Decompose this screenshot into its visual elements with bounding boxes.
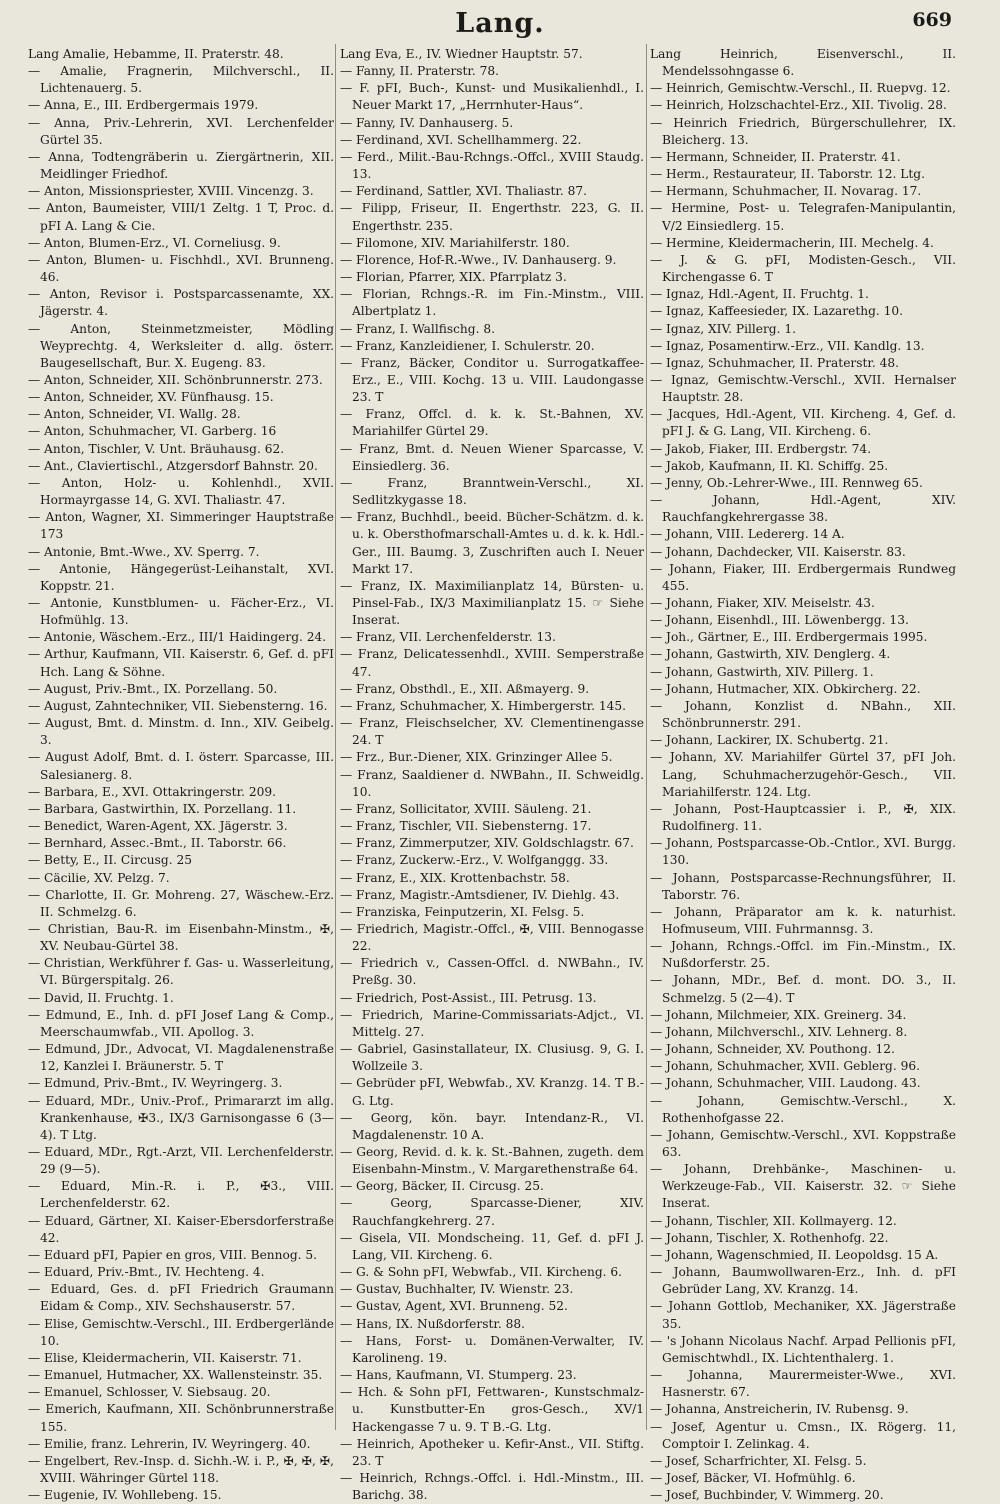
directory-entry: — Franz, IX. Maximilianplatz 14, Bürsten- u. Pinsel-Fab., IX/3 Maximilianplatz 15. ☞ Siehe Inserat. (340, 578, 644, 628)
directory-entry: — August, Bmt. d. Minstm. d. Inn., XIV. Geibelg. 3. (28, 716, 334, 748)
directory-entry: — Franz, Delicatessenhdl., XVIII. Semperstraße 47. (340, 647, 644, 679)
directory-entry: — Jakob, Kaufmann, II. Kl. Schiffg. 25. (650, 458, 889, 473)
directory-entry: — Eduard, Ges. d. pFI Friedrich Graumann Eidam & Comp., XIV. Sechshauserstr. 57. (28, 1282, 334, 1314)
directory-column-3 (650, 46, 956, 1503)
directory-entry: — Johann, Rchngs.-Offcl. im Fin.-Minstm., IX. Nußdorferstr. 25. (650, 939, 956, 971)
directory-entry: — Ignaz, Schuhmacher, II. Praterstr. 48. (650, 355, 900, 370)
directory-entry: — August, Priv.-Bmt., IX. Porzellang. 50. (28, 681, 278, 696)
directory-entry: — Antonie, Kunstblumen- u. Fächer-Erz., VI. Hofmühlg. 13. (28, 596, 334, 628)
directory-entry: — Gebrüder pFI, Webwfab., XV. Kranzg. 14. T B.-G. Ltg. (340, 1076, 644, 1108)
directory-entry: — Franz, Buchhdl., beeid. Bücher-Schätzm. d. k. u. k. Obersthofmarschall-Amtes u. d. k. k. Hdl.-Ger., III. Baumg. 3, Zuschriften auch I. Neuer Markt 17. (340, 510, 644, 576)
directory-column-1 (28, 46, 335, 1503)
directory-entry: — Franz, VII. Lerchenfelderstr. 13. (340, 630, 556, 645)
directory-entry: — Edmund, JDr., Advocat, VI. Magdalenenstraße 12, Kanzlei I. Bräunerstr. 5. T (28, 1042, 334, 1074)
directory-entry: — Antonie, Wäschem.-Erz., III/1 Haidingerg. 24. (28, 630, 327, 645)
directory-entry: — Johann, MDr., Bef. d. mont. DO. 3., II. Schmelzg. 5 (2—4). T (650, 973, 956, 1005)
directory-entry: — Johann, Hdl.-Agent, XIV. Rauchfangkehrergasse 38. (650, 493, 956, 525)
directory-entry: — Friedrich, Post-Assist., III. Petrusg. 13. (340, 990, 597, 1005)
directory-entry: — Anton, Blumen- u. Fischhdl., XVI. Brunneng. 46. (28, 252, 334, 285)
directory-entry: — Josef, Scharfrichter, XI. Felsg. 5. (650, 1453, 867, 1468)
directory-entry: — Anton, Steinmetzmeister, Mödling Weyprechtg. 4, Werksleiter d. allg. österr. Baugesellschaft, Bur. X. Eugeng. 83. (28, 321, 334, 370)
directory-entry: — Hans, Forst- u. Domänen-Verwalter, IV. Karolineng. 19. (340, 1333, 644, 1365)
directory-entry: — Johann, Dachdecker, VII. Kaiserstr. 83. (650, 544, 906, 559)
directory-entry: — Christian, Werkführer f. Gas- u. Wasserleitung, VI. Bürgerspitalg. 26. (28, 956, 335, 988)
directory-entry: — Johann, Tischler, XII. Kollmayerg. 12. (650, 1213, 897, 1228)
directory-entry: — Emanuel, Schlosser, V. Siebsaug. 20. (28, 1385, 271, 1400)
directory-entry: — Johann, Lackirer, IX. Schubertg. 21. (650, 733, 889, 748)
directory-entry: — Elise, Kleidermacherin, VII. Kaiserstr. 71. (28, 1350, 302, 1365)
directory-entry: — Frz., Bur.-Diener, XIX. Grinzinger Allee 5. (340, 750, 613, 765)
directory-entry: — Friedrich v., Cassen-Offcl. d. NWBahn., IV. Preßg. 30. (340, 956, 644, 988)
directory-entry: — Anton, Baumeister, VIII/1 Zeltg. 1 T, Proc. d. pFI A. Lang & Cie. (28, 201, 334, 233)
directory-entry: — Heinrich, Rchngs.-Offcl. i. Hdl.-Minstm., III. Barichg. 38. (340, 1470, 644, 1503)
column-rule (335, 44, 336, 1430)
directory-entry: — Johanna, Maurermeister-Wwe., XVI. Hasnerstr. 67. (650, 1368, 956, 1400)
directory-entry: — Florian, Pfarrer, XIX. Pfarrplatz 3. (340, 270, 567, 285)
directory-entry: — Joh., Gärtner, E., III. Erdbergermais 1995. (650, 630, 928, 645)
directory-entry: — Antonie, Bmt.-Wwe., XV. Sperrg. 7. (28, 544, 260, 559)
directory-entry: — Franz, Tischler, VII. Siebensterng. 17. (340, 819, 592, 834)
directory-entry: — Hch. & Sohn pFI, Fettwaren-, Kunstschmalz- u. Kunstbutter-En gros-Gesch., XV/1 Hackengasse 7 u. 9. T B.-G. Ltg. (340, 1385, 644, 1434)
directory-entry: — Anna, Priv.-Lehrerin, XVI. Lerchenfelder Gürtel 35. (28, 115, 334, 147)
directory-entry: — Johann, VIII. Ledererg. 14 A. (650, 527, 845, 542)
directory-entry: — Franziska, Feinputzerin, XI. Felsg. 5. (340, 904, 585, 919)
directory-entry: — Eduard, Gärtner, XI. Kaiser-Ebersdorferstraße 42. (28, 1213, 334, 1245)
directory-entry: — Charlotte, II. Gr. Mohreng. 27, Wäschew.-Erz. II. Schmelzg. 6. (28, 887, 334, 919)
directory-entry: — Hans, IX. Nußdorferstr. 88. (340, 1316, 525, 1331)
directory-entry: — Heinrich, Gemischtw.-Verschl., II. Ruepvg. 12. (650, 81, 951, 96)
directory-entry: — Eugenie, IV. Wohllebeng. 15. (28, 1488, 222, 1503)
directory-entry: — Filipp, Friseur, II. Engerthstr. 223, G. II. Engerthstr. 235. (340, 201, 644, 233)
directory-entry: — Anton, Schneider, VI. Wallg. 28. (28, 407, 241, 422)
directory-entry: — David, II. Fruchtg. 1. (28, 990, 174, 1005)
directory-entry: — Arthur, Kaufmann, VII. Kaiserstr. 6, Gef. d. pFI Hch. Lang & Söhne. (28, 647, 334, 679)
directory-entry: — Gustav, Agent, XVI. Brunneng. 52. (340, 1299, 568, 1314)
directory-entry: — Johann, Präparator am k. k. naturhist. Hofmuseum, VIII. Fuhrmannsg. 3. (650, 904, 956, 936)
directory-entry: — Johann, Postsparcasse-Ob.-Cntlor., XVI. Burgg. 130. (650, 836, 956, 868)
directory-entry: — Emerich, Kaufmann, XII. Schönbrunnerstraße 155. (28, 1402, 334, 1434)
directory-entry: — Hermann, Schuhmacher, II. Novarag. 17. (650, 184, 922, 199)
directory-entry: — Johann, Fiaker, III. Erdbergermais Rundweg 455. (650, 561, 956, 593)
directory-entry: — Filomone, XIV. Mariahilferstr. 180. (340, 235, 570, 250)
directory-entry: — Edmund, E., Inh. d. pFI Josef Lang & Comp., Meerschaumwfab., VII. Apollog. 3. (28, 1007, 334, 1039)
directory-entry: — Johann, Milchmeier, XIX. Greinerg. 34. (650, 1007, 907, 1022)
directory-entry: — Franz, I. Wallfischg. 8. (340, 321, 495, 336)
directory-entry: — Johann, Gastwirth, XIV. Pillerg. 1. (650, 664, 874, 679)
directory-entry: — Franz, Schuhmacher, X. Himbergerstr. 145. (340, 698, 627, 713)
directory-entry: — Johann, XV. Mariahilfer Gürtel 37, pFI Joh. Lang, Schuhmacherzugehör-Gesch., VII. Mariahilferstr. 124. Ltg. (650, 750, 956, 799)
directory-entry: — Johanna, Anstreicherin, IV. Rubensg. 9. (650, 1402, 909, 1417)
directory-entry: — Ignaz, Gemischtw.-Verschl., XVII. Hernalser Hauptstr. 28. (650, 372, 956, 405)
directory-entry: — Ignaz, XIV. Pillerg. 1. (650, 321, 796, 336)
directory-entry: — Benedict, Waren-Agent, XX. Jägerstr. 3. (28, 819, 288, 834)
directory-entry: — Gisela, VII. Mondscheing. 11, Gef. d. pFI J. Lang, VII. Kircheng. 6. (340, 1230, 644, 1262)
directory-entry: — Friedrich, Marine-Commissariats-Adjct., VI. Mittelg. 27. (340, 1007, 644, 1039)
directory-entry: — Josef, Agentur u. Cmsn., IX. Rögerg. 11, Comptoir I. Zelinkag. 4. (650, 1419, 956, 1451)
directory-column-2 (340, 46, 644, 1503)
directory-entry: — August, Zahntechniker, VII. Siebensterng. 16. (28, 698, 328, 713)
directory-entry: — Hermine, Post- u. Telegrafen-Manipulantin, V/2 Einsiedlerg. 15. (650, 201, 956, 233)
directory-entry: — Anton, Blumen-Erz., VI. Corneliusg. 9. (28, 235, 281, 250)
directory-entry: — Eduard pFI, Papier en gros, VIII. Bennog. 5. (28, 1247, 318, 1262)
directory-entry: — Ant., Claviertischl., Atzgersdorf Bahnstr. 20. (28, 458, 318, 473)
directory-entry: — Johann, Wagenschmied, II. Leopoldsg. 15 A. (650, 1247, 939, 1262)
directory-entry: — Hermann, Schneider, II. Praterstr. 41. (650, 149, 901, 164)
directory-entry: — Ignaz, Posamentirw.-Erz., VII. Kandlg. 13. (650, 338, 925, 353)
directory-entry: — Hans, Kaufmann, VI. Stumperg. 23. (340, 1368, 577, 1383)
directory-entry: — Fanny, IV. Danhauserg. 5. (340, 115, 514, 130)
directory-entry: — Johann Gottlob, Mechaniker, XX. Jägerstraße 35. (650, 1299, 956, 1331)
directory-entry: — Anton, Revisor i. Postsparcassenamte, XX. Jägerstr. 4. (28, 287, 334, 319)
directory-entry: — Ferdinand, XVI. Schellhammerg. 22. (340, 132, 582, 147)
directory-entry: — Eduard, MDr., Univ.-Prof., Primararzt im allg. Krankenhause, ✠3., IX/3 Garnisongasse 6 (3—4). T Ltg. (28, 1093, 334, 1142)
directory-entry: — Amalie, Fragnerin, Milchverschl., II. Lichtenauerg. 5. (28, 64, 334, 96)
directory-entry: — Franz, Magistr.-Amtsdiener, IV. Diehlg. 43. (340, 887, 620, 902)
directory-entry: — Eduard, MDr., Rgt.-Arzt, VII. Lerchenfelderstr. 29 (9—5). (28, 1145, 334, 1177)
directory-entry: — Franz, Branntwein-Verschl., XI. Sedlitzkygasse 18. (340, 475, 644, 508)
directory-entry: — Ferd., Milit.-Bau-Rchngs.-Offcl., XVIII Staudg. 13. (340, 149, 644, 182)
directory-entry: — Franz, Sollicitator, XVIII. Säuleng. 21. (340, 801, 592, 816)
directory-entry: — Gustav, Buchhalter, IV. Wienstr. 23. (340, 1282, 574, 1297)
directory-entry: — Johann, Schuhmacher, XVII. Geblerg. 96. (650, 1059, 920, 1074)
directory-entry: Lang Heinrich, Eisenverschl., II. Mendelssohngasse 6. (650, 47, 956, 79)
directory-entry: — Franz, Bmt. d. Neuen Wiener Sparcasse, V. Einsiedlerg. 36. (340, 441, 644, 473)
directory-entry: — Friedrich, Magistr.-Offcl., ✠, VIII. Bennogasse 22. (340, 921, 644, 954)
directory-entry: — Anna, Todtengräberin u. Ziergärtnerin, XII. Meidlinger Friedhof. (28, 149, 334, 182)
directory-entry: — Fanny, II. Praterstr. 78. (340, 64, 500, 79)
directory-entry: — Heinrich, Apotheker u. Kefir-Anst., VII. Stiftg. 23. T (340, 1436, 644, 1468)
directory-entry: Lang Eva, E., IV. Wiedner Hauptstr. 57. (340, 47, 583, 61)
directory-entry: — J. & G. pFI, Modisten-Gesch., VII. Kirchengasse 6. T (650, 252, 956, 285)
directory-entry: — Anton, Schneider, XV. Fünfhausg. 15. (28, 390, 274, 405)
directory-entry: — Johann, Schneider, XV. Pouthong. 12. (650, 1042, 895, 1057)
directory-entry: — Johann, Drehbänke-, Maschinen- u. Werkzeuge-Fab., VII. Kaiserstr. 32. ☞ Siehe Inserat. (650, 1162, 956, 1211)
directory-entry: — Jacques, Hdl.-Agent, VII. Kircheng. 4, Gef. d. pFI J. & G. Lang, VII. Kircheng. 6. (650, 407, 956, 439)
running-head: Lang. (455, 8, 545, 39)
directory-entry: — Herm., Restaurateur, II. Taborstr. 12. Ltg. (650, 167, 925, 182)
directory-entry: — Johann, Schuhmacher, VIII. Laudong. 43. (650, 1076, 921, 1091)
directory-entry: — Johann, Gemischtw.-Verschl., X. Rothenhofgasse 22. (650, 1093, 956, 1125)
directory-entry: — Barbara, Gastwirthin, IX. Porzellang. 11. (28, 801, 297, 816)
directory-entry: — Johann, Hutmacher, XIX. Obkircherg. 22. (650, 681, 921, 696)
directory-entry: — Anton, Tischler, V. Unt. Bräuhausg. 62. (28, 441, 285, 456)
directory-entry: — Heinrich Friedrich, Bürgerschullehrer, IX. Bleicherg. 13. (650, 115, 956, 147)
directory-entry: — Heinrich, Holzschachtel-Erz., XII. Tivolig. 28. (650, 98, 947, 113)
directory-entry: — Emilie, franz. Lehrerin, IV. Weyringerg. 40. (28, 1436, 311, 1451)
directory-entry: — Johann, Konzlist d. NBahn., XII. Schönbrunnerstr. 291. (650, 698, 956, 731)
directory-entry: — Anton, Missionspriester, XVIII. Vincenzg. 3. (28, 184, 314, 199)
directory-entry: — Engelbert, Rev.-Insp. d. Sichh.-W. i. P., ✠, ✠, ✠, XVIII. Währinger Gürtel 118. (28, 1453, 334, 1485)
directory-entry: — August Adolf, Bmt. d. I. österr. Sparcasse, III. Salesianerg. 8. (28, 750, 334, 782)
directory-entry: — Josef, Bäcker, VI. Hofmühlg. 6. (650, 1470, 856, 1485)
directory-entry: — Anton, Schneider, XII. Schönbrunnerstr. 273. (28, 372, 323, 387)
directory-entry: — Elise, Gemischtw.-Verschl., III. Erdbergerlände 10. (28, 1316, 334, 1348)
directory-entry: — Johann, Gastwirth, XIV. Denglerg. 4. (650, 647, 891, 662)
directory-entry: — Franz, Offcl. d. k. k. St.-Bahnen, XV. Mariahilfer Gürtel 29. (340, 407, 644, 439)
directory-entry: — Franz, Saaldiener d. NWBahn., II. Schweidlg. 10. (340, 767, 644, 799)
directory-entry: — Emanuel, Hutmacher, XX. Wallensteinstr. 35. (28, 1368, 323, 1383)
directory-entry: — Ferdinand, Sattler, XVI. Thaliastr. 87. (340, 184, 587, 199)
directory-entry: — Antonie, Hängegerüst-Leihanstalt, XVI. Koppstr. 21. (28, 561, 334, 593)
column-rule (646, 44, 647, 1430)
directory-entry: — Georg, Sparcasse-Diener, XIV. Rauchfangkehrerg. 27. (340, 1196, 644, 1228)
directory-entry: — Franz, Kanzleidiener, I. Schulerstr. 20. (340, 338, 595, 353)
directory-entry: — Eduard, Min.-R. i. P., ✠3., VIII. Lerchenfelderstr. 62. (28, 1179, 334, 1211)
directory-entry: — Franz, Fleischselcher, XV. Clementinengasse 24. T (340, 716, 644, 748)
directory-entry: — Johann, Tischler, X. Rothenhofg. 22. (650, 1230, 889, 1245)
directory-entry: — Georg, kön. bayr. Intendanz-R., VI. Magdalenenstr. 10 A. (340, 1110, 644, 1142)
directory-entry: — Florian, Rchngs.-R. im Fin.-Minstm., VIII. Albertplatz 1. (340, 287, 644, 319)
directory-entry: — Hermine, Kleidermacherin, III. Mechelg. 4. (650, 235, 934, 250)
directory-entry: — Johann, Baumwollwaren-Erz., Inh. d. pFI Gebrüder Lang, XV. Kranzg. 14. (650, 1265, 956, 1297)
directory-entry: — Anton, Holz- u. Kohlenhdl., XVII. Hormayrgasse 14, G. XVI. Thaliastr. 47. (28, 475, 334, 508)
directory-entry: — Bernhard, Assec.-Bmt., II. Taborstr. 66. (28, 836, 287, 851)
directory-entry: — Anton, Schuhmacher, VI. Garberg. 16 (28, 424, 277, 439)
directory-entry: — Betty, E., II. Circusg. 25 (28, 853, 192, 868)
directory-entry: — Anton, Wagner, XI. Simmeringer Hauptstraße 173 (28, 510, 334, 542)
directory-entry: — Jenny, Ob.-Lehrer-Wwe., III. Rennweg 65. (650, 475, 923, 490)
directory-entry: — F. pFI, Buch-, Kunst- und Musikalienhdl., I. Neuer Markt 17, „Herrnhuter-Haus“. (340, 81, 644, 113)
directory-entry: — Barbara, E., XVI. Ottakringerstr. 209. (28, 784, 276, 799)
directory-entry: — Edmund, Priv.-Bmt., IV. Weyringerg. 3. (28, 1076, 283, 1091)
directory-entry: — Franz, Zuckerw.-Erz., V. Wolfganggg. 33. (340, 853, 609, 868)
directory-entry: — Jakob, Fiaker, III. Erdbergstr. 74. (650, 441, 872, 456)
directory-entry: — Johann, Milchverschl., XIV. Lehnerg. 8. (650, 1024, 908, 1039)
directory-entry: — Christian, Bau-R. im Eisenbahn-Minstm., ✠, XV. Neubau-Gürtel 38. (28, 921, 334, 954)
directory-entry: — 's Johann Nicolaus Nachf. Arpad Pellionis pFI, Gemischtwhdl., IX. Lichtenthalerg. 1. (650, 1333, 956, 1365)
directory-entry: — Franz, E., XIX. Krottenbachstr. 58. (340, 870, 570, 885)
directory-entry: — Gabriel, Gasinstallateur, IX. Clusiusg. 9, G. I. Wollzeile 3. (340, 1042, 644, 1074)
directory-entry: — Johann, Postsparcasse-Rechnungsführer, II. Taborstr. 76. (650, 870, 956, 902)
directory-entry: — Franz, Bäcker, Conditor u. Surrogatkaffee-Erz., E., VIII. Kochg. 13 u. VIII. Laudongasse 23. T (340, 355, 644, 405)
directory-entry: — Franz, Obsthdl., E., XII. Aßmayerg. 9. (340, 681, 590, 696)
directory-entry: — Eduard, Priv.-Bmt., IV. Hechteng. 4. (28, 1265, 265, 1280)
directory-entry: — Franz, Zimmerputzer, XIV. Goldschlagstr. 67. (340, 836, 634, 851)
directory-entry: — Johann, Fiaker, XIV. Meiselstr. 43. (650, 596, 875, 610)
page-number: 669 (912, 9, 952, 31)
directory-entry: — Johann, Post-Hauptcassier i. P., ✠, XIX. Rudolfinerg. 11. (650, 801, 956, 834)
directory-entry: — Cäcilie, XV. Pelzg. 7. (28, 870, 170, 885)
directory-entry: — Florence, Hof-R.-Wwe., IV. Danhauserg. 9. (340, 252, 617, 267)
directory-entry: — Johann, Gemischtw.-Verschl., XVI. Koppstraße 63. (650, 1127, 956, 1159)
directory-entry: Lang Amalie, Hebamme, II. Praterstr. 48. (28, 47, 284, 61)
directory-entry: — Georg, Bäcker, II. Circusg. 25. (340, 1179, 544, 1194)
directory-entry: — Anna, E., III. Erdbergermais 1979. (28, 98, 259, 113)
directory-entry: — G. & Sohn pFI, Webwfab., VII. Kircheng. 6. (340, 1265, 623, 1280)
directory-entry: — Ignaz, Kaffeesieder, IX. Lazarethg. 10. (650, 304, 904, 319)
directory-entry: — Georg, Revid. d. k. k. St.-Bahnen, zugeth. dem Eisenbahn-Minstm., V. Margarethenstraße 64. (340, 1145, 644, 1177)
directory-entry: — Ignaz, Hdl.-Agent, II. Fruchtg. 1. (650, 287, 869, 302)
directory-entry: — Josef, Buchbinder, V. Wimmerg. 20. (650, 1488, 884, 1503)
directory-entry: — Johann, Eisenhdl., III. Löwenbergg. 13. (650, 613, 909, 628)
